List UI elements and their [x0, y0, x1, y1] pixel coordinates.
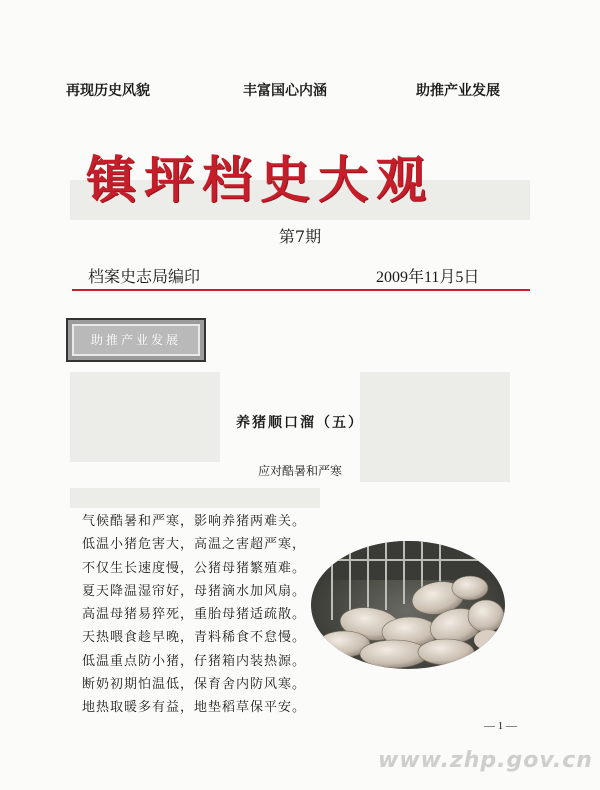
poem-line: 夏天降温湿帘好，母猪滴水加风扇。 [82, 583, 307, 599]
bleed-through-block [70, 488, 320, 508]
header-slogan-center: 丰富国心内涵 [243, 83, 327, 99]
masthead-title: 镇坪档史大观 [86, 151, 434, 209]
poem-line: 断奶初期怕温低，保育舍内防风寒。 [82, 677, 307, 693]
section-label: 助推产业发展 [90, 333, 181, 347]
poem-line: 天热喂食趁早晚，青料稀食不怠慢。 [82, 630, 307, 646]
site-watermark: www.zhp.gov.cn [378, 748, 593, 773]
editor-credit: 档案史志局编印 [88, 267, 201, 286]
header-slogan-left: 再现历史风貌 [66, 83, 150, 99]
poem-line: 高温母猪易猝死，重胎母猪适疏散。 [82, 607, 307, 623]
header-divider [72, 289, 530, 291]
article-subtitle: 应对酷暑和严寒 [257, 464, 342, 478]
issue-number: 第7期 [278, 227, 322, 246]
poem-line: 地热取暖多有益，地垫稻草保平安。 [82, 700, 307, 716]
poem-line: 低温重点防小猪，仔猪箱内装热源。 [82, 653, 307, 669]
poem-line: 低温小猪危害大，高温之害超严寒， [82, 537, 307, 553]
page-number: — 1 — [484, 720, 517, 732]
publication-date: 2009年11月5日 [376, 269, 480, 286]
article-title: 养猪顺口溜（五） [236, 415, 364, 431]
header-slogan-right: 助推产业发展 [416, 83, 500, 99]
poem-lines [82, 510, 306, 720]
section-tab [66, 318, 206, 362]
poem-line: 气候酷暑和严寒，影响养猪两难关。 [82, 514, 307, 529]
poem-line: 不仅生长速度慢，公猪母猪繁殖难。 [82, 560, 307, 576]
piglets-photo [310, 540, 506, 670]
